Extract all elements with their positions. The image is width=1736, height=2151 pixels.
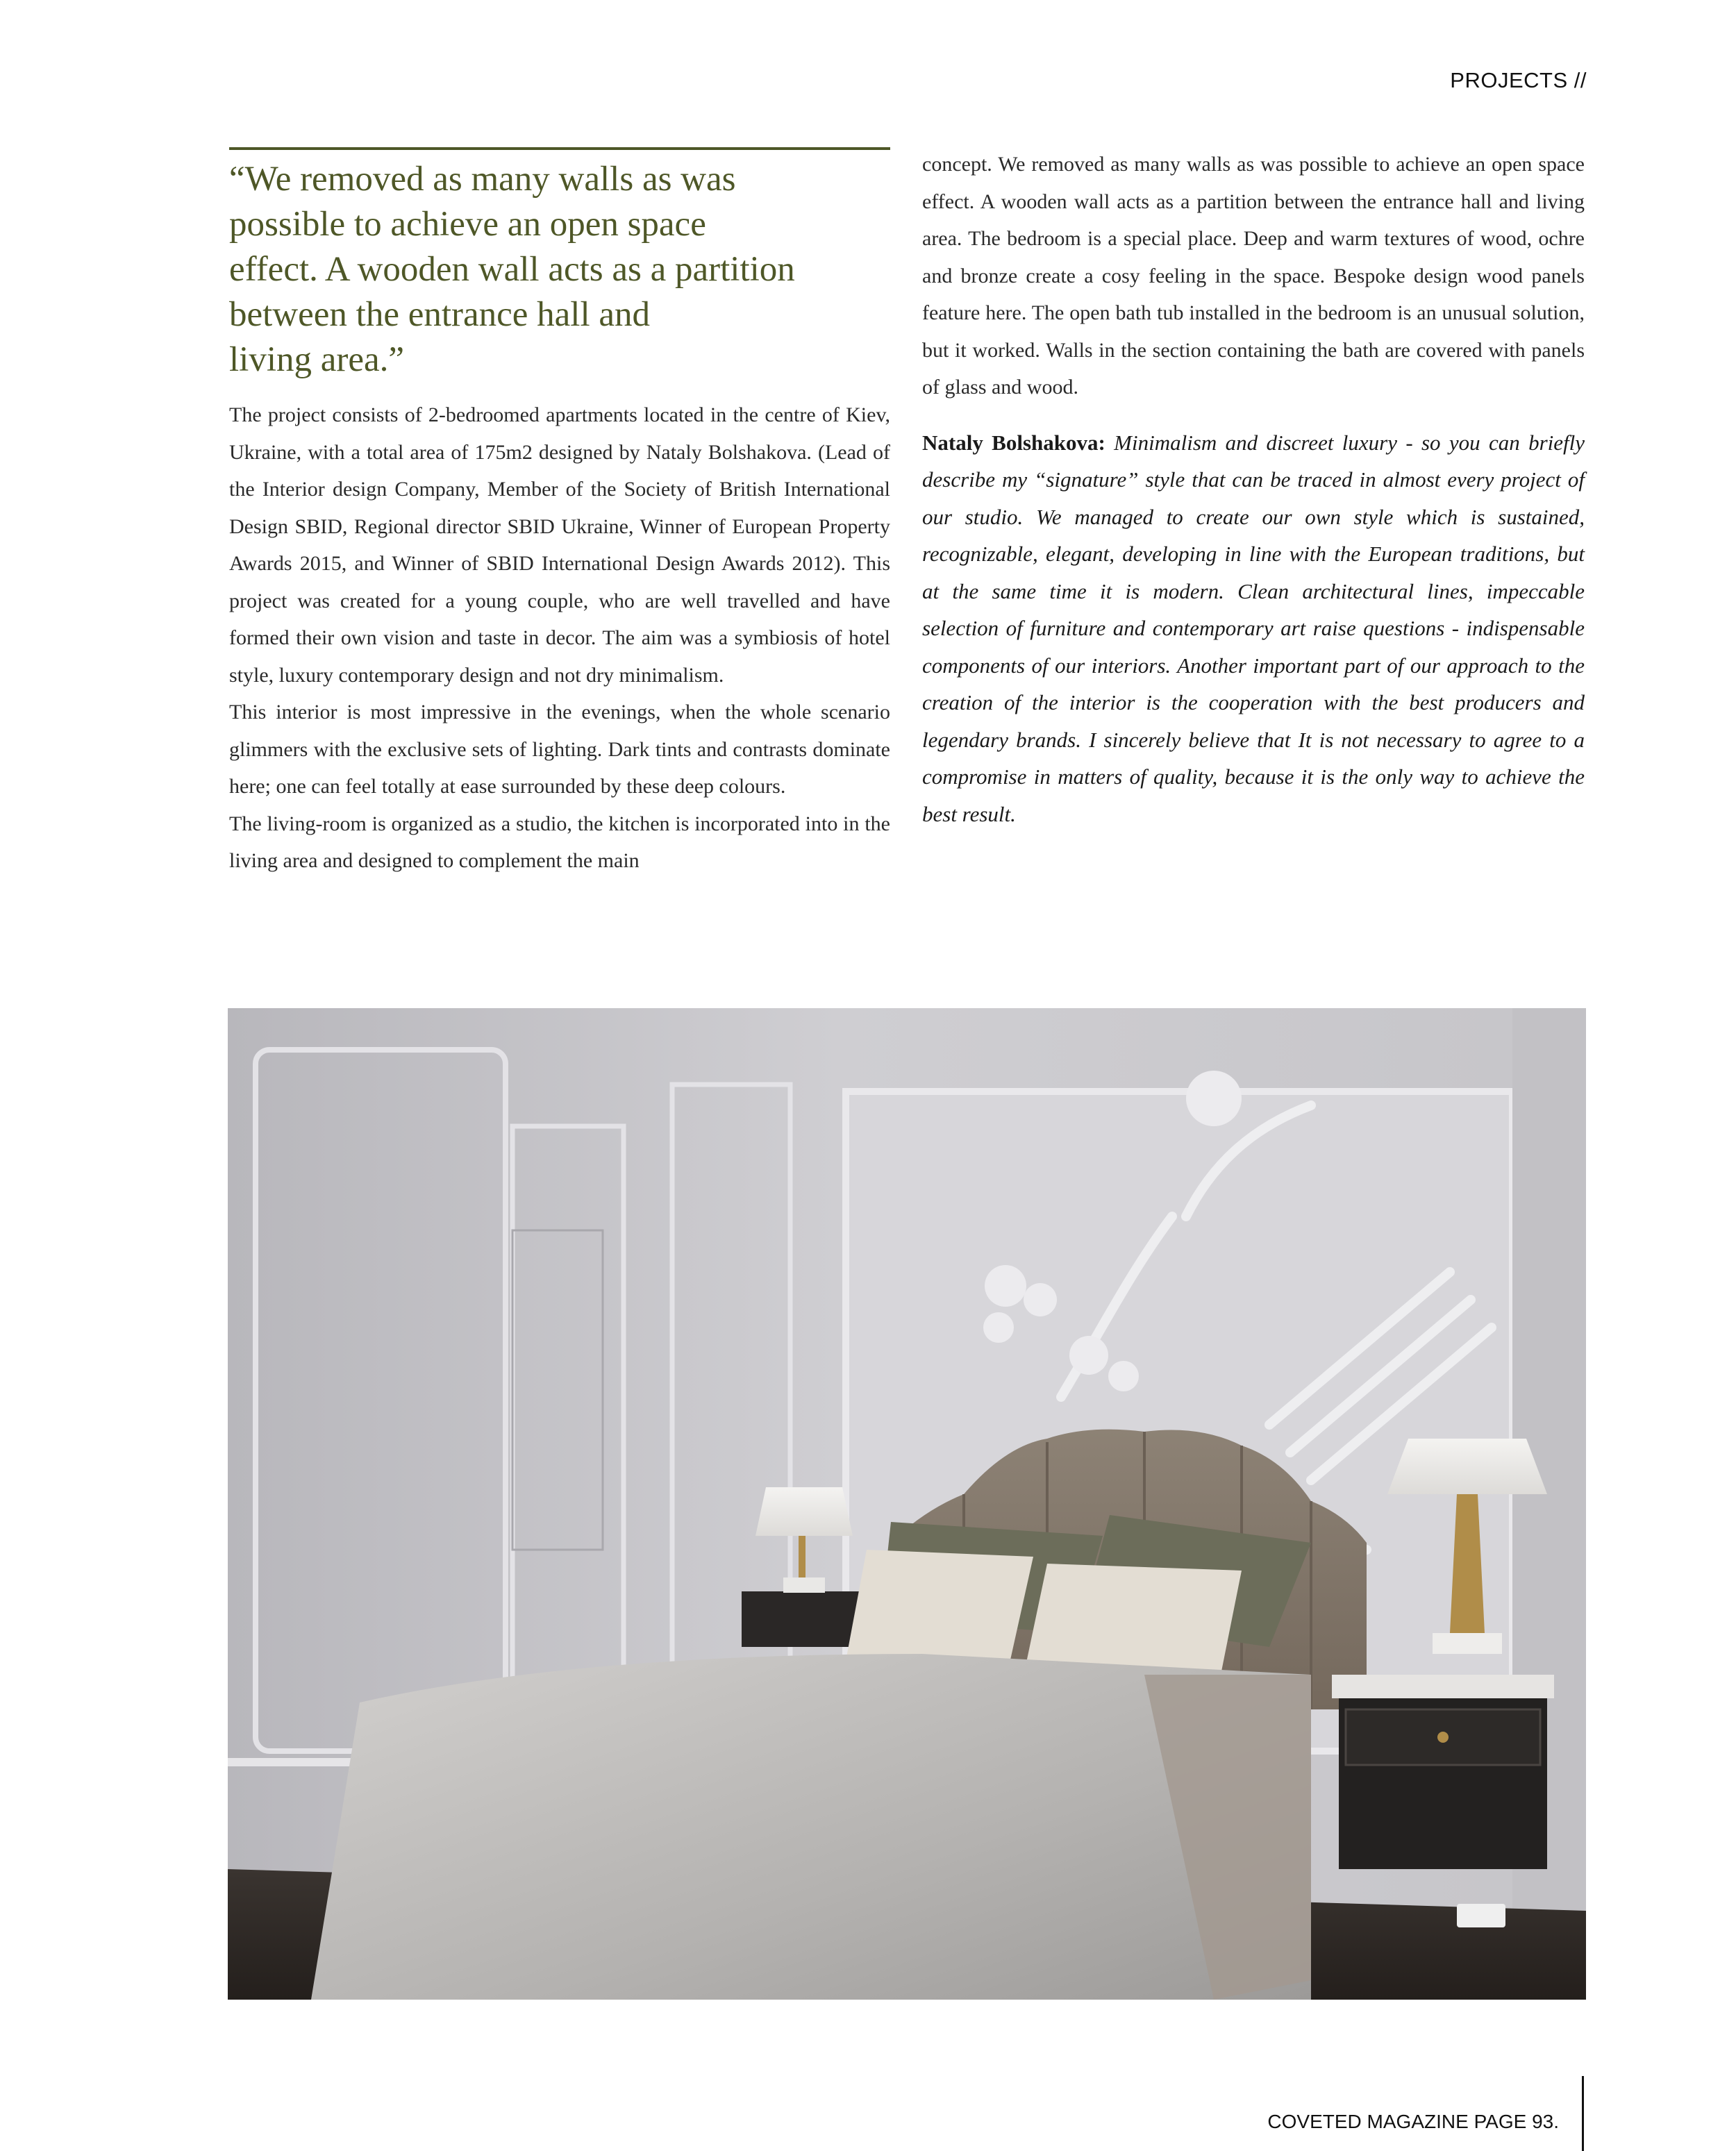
interview-quote bbox=[922, 424, 1585, 833]
drawer-knob bbox=[1437, 1732, 1449, 1743]
page-footer: COVETED MAGAZINE PAGE 93. bbox=[1267, 2111, 1559, 2132]
pull-quote-line: effect. A wooden wall acts as a partition bbox=[229, 250, 795, 289]
left-column bbox=[229, 147, 890, 880]
body-paragraph: The project consists of 2-bedroomed apartments located in the centre of Kiev, Ukraine, with a total area of 175m2 designed by Nataly Bolshakova. (Lead of the Interior design Company, Member of the Society of British International Design SBID, Regional director SBID Ukraine, Winner of European Property Awards 2015, and Winner of SBID International Design Awards 2012). This project was created for a young couple, who are well travelled and have formed their own vision and taste in decor. The aim was a symbiosis of hotel style, luxury contemporary design and not dry minimalism. bbox=[229, 403, 890, 687]
left-nightstand bbox=[742, 1591, 860, 1647]
left-lamp-stem bbox=[799, 1536, 806, 1584]
nightstand-marble-top bbox=[1332, 1675, 1554, 1698]
pull-quote-line: “We removed as many walls as was bbox=[229, 160, 736, 199]
left-lamp-shade bbox=[756, 1487, 853, 1536]
footer-divider bbox=[1582, 2076, 1584, 2151]
left-lamp-base bbox=[783, 1577, 825, 1593]
right-lamp-shade bbox=[1387, 1439, 1547, 1494]
pull-quote-line: living area.” bbox=[229, 340, 405, 379]
pull-quote-line: possible to achieve an open space bbox=[229, 205, 706, 244]
section-label: PROJECTS // bbox=[1450, 68, 1587, 92]
right-column bbox=[922, 146, 1585, 832]
bedroom-photo bbox=[228, 1008, 1586, 2000]
body-paragraph: This interior is most impressive in the evenings, when the whole scenario glimmers with the exclusive sets of lighting. Dark tints and contrasts dominate here; one can feel totally at ease surrounded by these deep colours. bbox=[229, 701, 890, 798]
bedroom-illustration bbox=[228, 1008, 1586, 2000]
interview-answer: Minimalism and discreet luxury - so you can briefly describe my “signature” style that can be traced in almost every project of our studio. We managed to create our own style which is sustained, recognizable, elegant, developing in line with the European traditions, but at the same time it is modern. Clean architectural lines, impeccable selection of furniture and contemporary art raise questions - indispensable components of our interiors. Another important part of our approach to the creation of the interior is the cooperation with the best producers and legendary brands. I sincerely believe that It is not necessary to agree to a compromise in matters of quality, because it is the only way to achieve the best result. bbox=[922, 430, 1585, 826]
right-lamp-base bbox=[1433, 1633, 1502, 1654]
interview-speaker: Nataly Bolshakova: bbox=[922, 430, 1105, 455]
body-paragraph-continued: concept. We removed as many walls as was possible to achieve an open space effect. A wooden wall acts as a partition between the entrance hall and living area. The bedroom is a special place. Deep and warm textures of wood, ochre and bronze create a cosy feeling in the space. Bespoke design wood panels feature here. The open bath tub installed in the bedroom is an unusual solution, but it worked. Walls in the section containing the bath are covered with panels of glass and wood. bbox=[922, 153, 1585, 399]
pull-quote bbox=[229, 157, 890, 383]
pull-quote-rule bbox=[229, 147, 890, 150]
pull-quote-line: between the entrance hall and bbox=[229, 295, 651, 334]
body-paragraph: The living-room is organized as a studio, the kitchen is incorporated into in the living area and designed to complement the main bbox=[229, 812, 890, 872]
wall-outlet bbox=[1457, 1904, 1505, 1927]
